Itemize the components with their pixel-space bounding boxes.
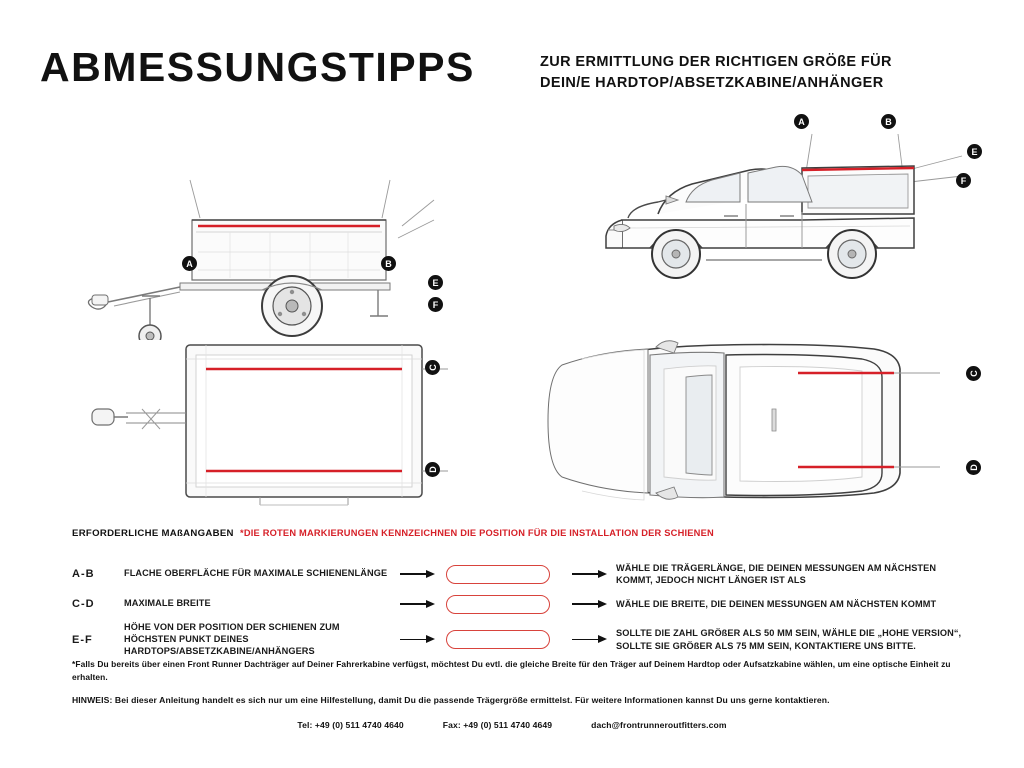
arrow-cell	[392, 618, 446, 662]
callout-trailer-top-d: D	[425, 462, 440, 477]
arrow-cell-2	[566, 558, 616, 591]
callout-trailer-top-c: C	[425, 360, 440, 375]
arrow-cell-2	[566, 591, 616, 618]
arrow-cell-2	[566, 618, 616, 662]
measurement-description: MAXIMALE BREITE	[124, 598, 211, 609]
arrow-right-icon	[572, 569, 610, 578]
trailer-top-view-illustration	[30, 325, 500, 525]
callout-trailer-side-e: E	[428, 275, 443, 290]
measurement-input-cell	[446, 591, 566, 618]
measurement-input-cell	[446, 558, 566, 591]
arrow-right-icon	[572, 599, 610, 608]
callout-truck-top-d: D	[966, 460, 981, 475]
truck-side-view-illustration	[510, 108, 980, 328]
page-title: ABMESSUNGSTIPPS	[40, 44, 475, 90]
arrow-cell	[392, 591, 446, 618]
contact-fax: Fax: +49 (0) 511 4740 4649	[442, 720, 553, 730]
table-row	[72, 558, 962, 591]
measurement-input-cd[interactable]	[446, 595, 550, 614]
required-measurements-label: ERFORDERLICHE MAßANGABEN	[72, 528, 234, 539]
contact-tel: Tel: +49 (0) 511 4740 4640	[297, 720, 404, 730]
measurement-description: FLACHE OBERFLÄCHE FÜR MAXIMALE SCHIENENLÄNGE	[124, 568, 388, 579]
arrow-right-icon	[400, 635, 438, 644]
callout-truck-top-c: C	[966, 366, 981, 381]
measurement-input-cell	[446, 618, 566, 662]
page-subtitle-line1: ZUR ERMITTLUNG DER RICHTIGEN GRÖßE FÜR	[540, 54, 892, 70]
table-row	[72, 591, 962, 618]
arrow-right-icon	[400, 569, 438, 578]
callout-trailer-side-f: F	[428, 297, 443, 312]
callout-trailer-side-a: A	[182, 256, 197, 271]
callout-truck-side-f: F	[956, 173, 971, 188]
arrow-right-icon	[572, 635, 610, 644]
measurement-result: WÄHLE DIE BREITE, DIE DEINEN MESSUNGEN AM NÄCHSTEN KOMMT	[616, 599, 937, 610]
contact-row	[0, 720, 1024, 730]
measurement-input-ef[interactable]	[446, 630, 550, 649]
measurement-input-ab[interactable]	[446, 565, 550, 584]
callout-trailer-side-b: B	[381, 256, 396, 271]
page-subtitle	[540, 52, 960, 94]
measurement-result: SOLLTE DIE ZAHL GRÖßER ALS 50 MM SEIN, WÄHLE DIE „HOHE VERSION“, SOLLTE SIE GRÖßER ALS 75 MM SEIN, KONTAKTIERE UNS BITTE.	[616, 628, 962, 651]
measurement-table	[72, 558, 962, 662]
callout-truck-side-b: B	[881, 114, 896, 129]
diagram-area	[0, 100, 1024, 520]
measurement-code: E-F	[72, 633, 93, 646]
footnote-text: *Falls Du bereits über einen Front Runner Dachträger auf Deiner Fahrerkabine verfügst, möchtest Du evtl. die gleiche Breite für den Träger auf Deinem Hardtop oder Aufsatzkabine wählen, um eine optische Einheit zu erhalten.	[72, 659, 951, 682]
measurement-code: A-B	[72, 568, 95, 581]
contact-email: dach@frontrunneroutfitters.com	[591, 720, 727, 730]
hint-text: HINWEIS: Bei dieser Anleitung handelt es sich nur um eine Hilfestellung, damit Du die passende Trägergröße ermittelst. Für weitere Informationen kannst Du uns gerne kontaktieren.	[72, 695, 830, 705]
measurement-result: WÄHLE DIE TRÄGERLÄNGE, DIE DEINEN MESSUNGEN AM NÄCHSTEN KOMMT, JEDOCH NICHT LÄNGER IST ALS	[616, 563, 937, 586]
red-markings-note: *DIE ROTEN MARKIERUNGEN KENNZEICHNEN DIE POSITION FÜR DIE INSTALLATION DER SCHIENEN	[240, 528, 714, 538]
measurement-section	[0, 528, 1024, 730]
callout-truck-side-e: E	[967, 144, 982, 159]
truck-top-view-illustration	[510, 325, 980, 525]
measurement-description: HÖHE VON DER POSITION DER SCHIENEN ZUM HÖCHSTEN PUNKT DEINES HARDTOPS/ABSETZKABINE/ANHÄNGERS	[124, 621, 340, 656]
page-subtitle-line2: DEIN/E HARDTOP/ABSETZKABINE/ANHÄNGER	[540, 75, 884, 92]
callout-truck-side-a: A	[794, 114, 809, 129]
table-row	[72, 618, 962, 662]
required-measurements-row	[0, 528, 1024, 548]
measurement-code: C-D	[72, 598, 95, 611]
arrow-cell	[392, 558, 446, 591]
arrow-right-icon	[400, 599, 438, 608]
